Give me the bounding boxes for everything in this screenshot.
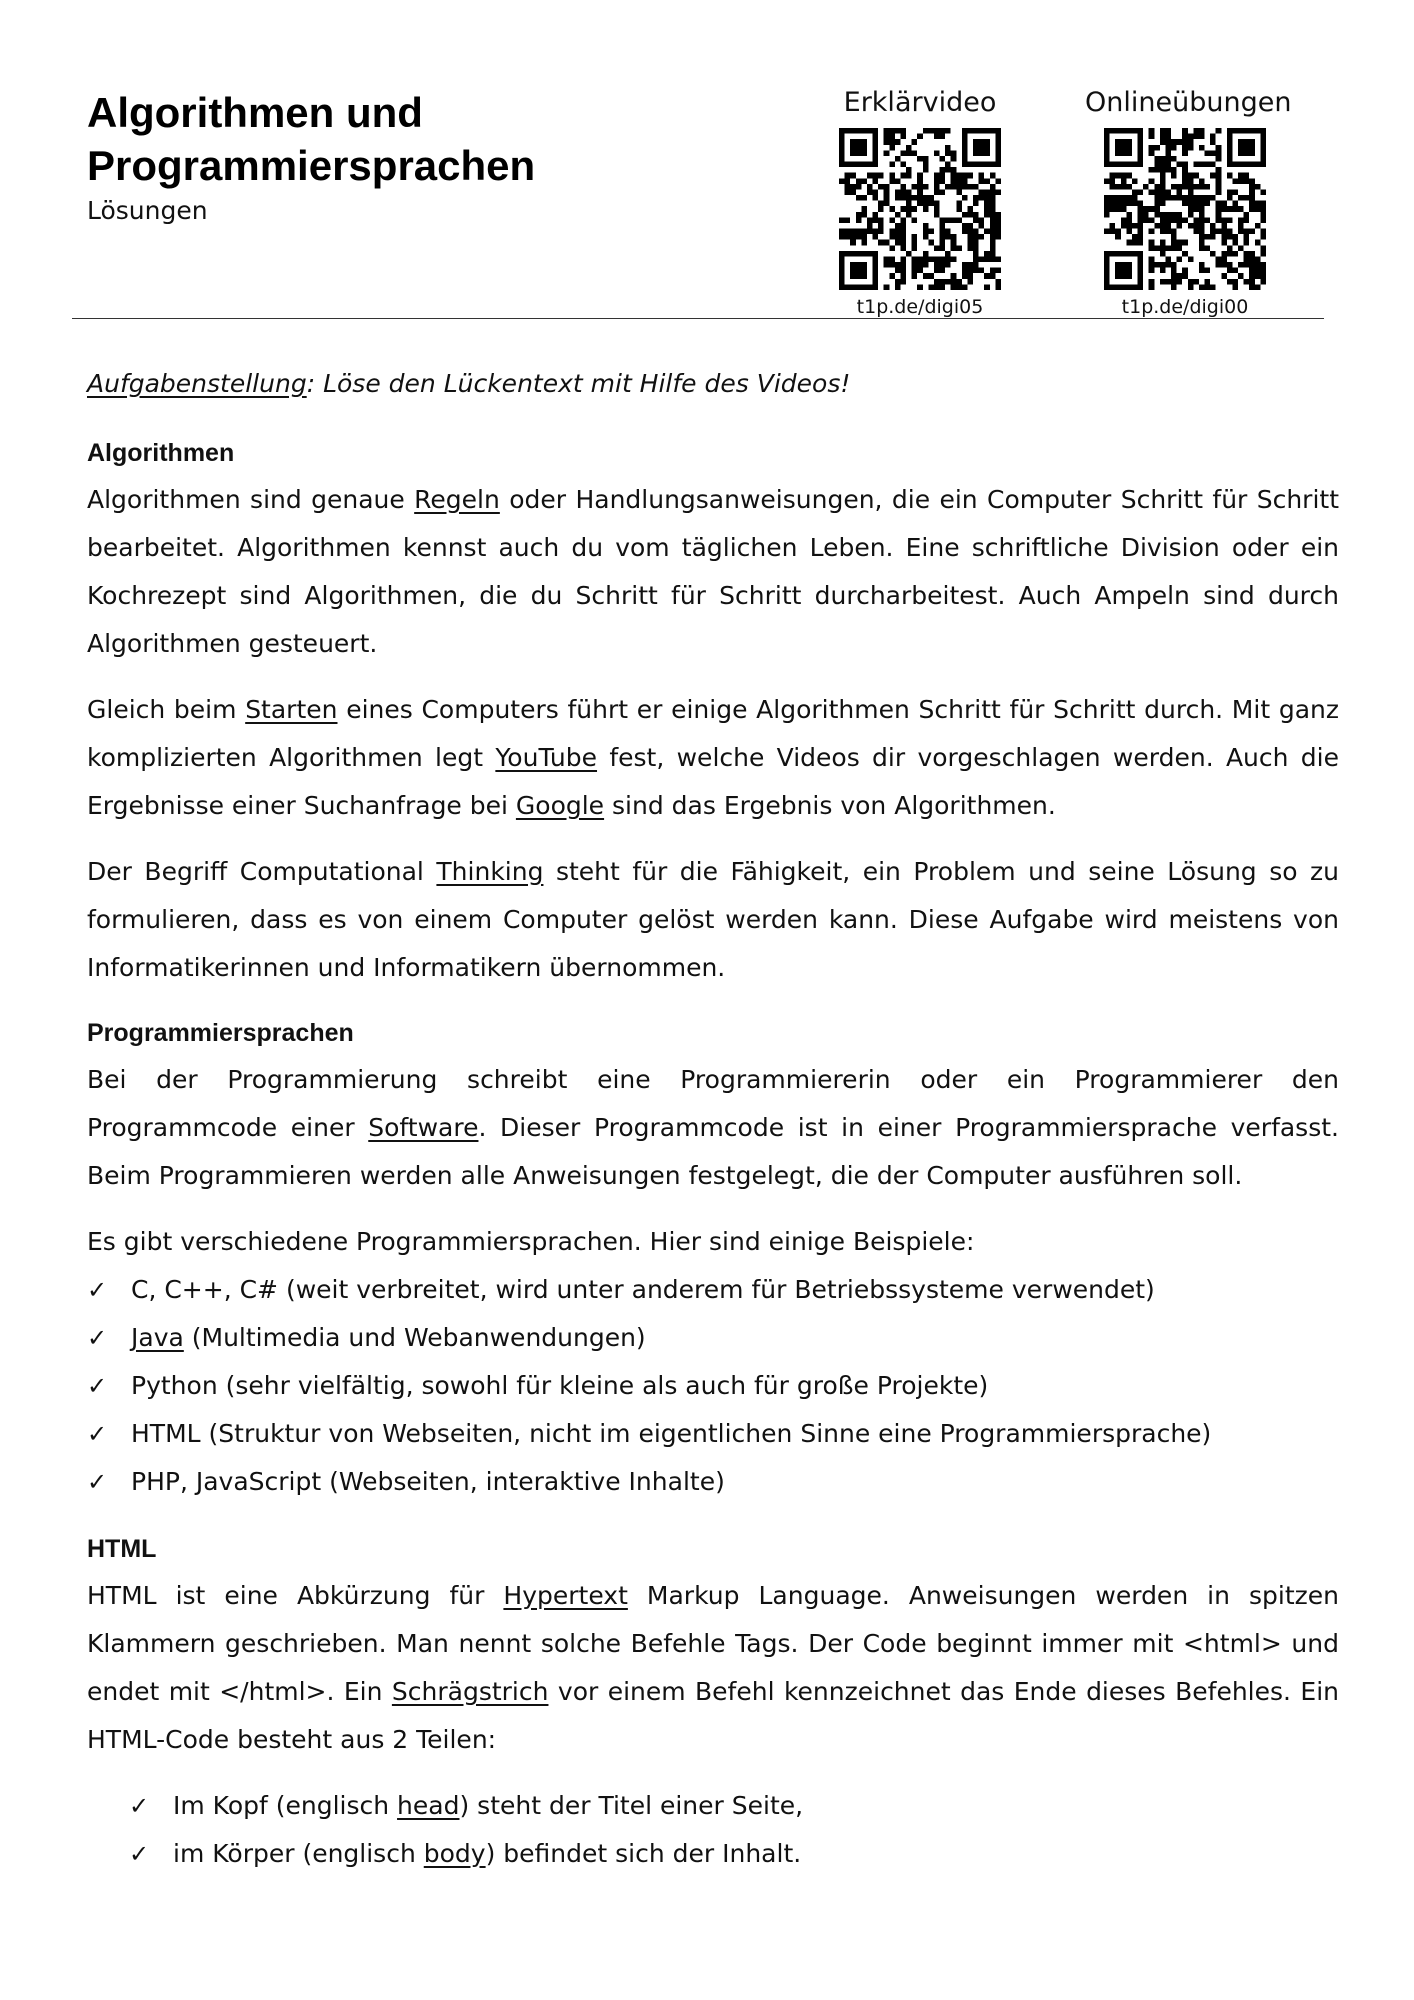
paragraph-algorithmen-3: Der Begriff Computational Thinking steht für die Fähigkeit, ein Problem und seine Lösung so zu formulieren, dass es von einem Computer gelöst werden kann. Diese Aufgabe wird meistens von Informatikerinnen und Informatikern übernommen. — [87, 857, 1339, 982]
answer-blank: Google — [515, 791, 605, 820]
answer-blank: body — [423, 1839, 486, 1868]
section-heading-algorithmen: Algorithmen — [87, 439, 235, 467]
list-item: ✓ im Körper (englisch body) befindet sich der Inhalt. — [87, 1830, 1339, 1878]
answer-blank: Software — [368, 1113, 479, 1142]
checkmark-icon: ✓ — [87, 1276, 108, 1304]
worksheet-subtitle: Lösungen — [87, 196, 208, 225]
paragraph-algorithmen-2: Gleich beim Starten eines Computers führt er einige Algorithmen Schritt für Schritt durch. Mit ganz komplizierten Algorithmen legt YouTube fest, welche Videos dir vorgeschlagen werden. Auch die Ergebnisse einer Suchanfrage bei Google sind das Ergebnis von Algorithmen. — [87, 695, 1339, 820]
list-item: ✓ Java (Multimedia und Webanwendungen) — [87, 1314, 1339, 1362]
checkmark-icon: ✓ — [87, 1372, 108, 1400]
checkmark-icon: ✓ — [87, 1324, 108, 1352]
checkmark-icon: ✓ — [87, 1420, 108, 1448]
list-item: ✓ Im Kopf (englisch head) steht der Titel einer Seite, — [87, 1782, 1339, 1830]
paragraph-algorithmen-1: Algorithmen sind genaue Regeln oder Handlungsanweisungen, die ein Computer Schritt für Schritt bearbeitet. Algorithmen kennst auch du vom täglichen Leben. Eine schriftliche Division oder ein Kochrezept sind Algorithmen, die du Schritt für Schritt durcharbeitest. Auch Ampeln sind durch Algorithmen gesteuert. — [87, 485, 1340, 658]
worksheet-header — [87, 86, 1323, 318]
worksheet-title — [87, 86, 535, 192]
answer-blank: YouTube — [495, 743, 598, 772]
html-parts-list — [87, 1782, 1339, 1878]
list-item: ✓ Python (sehr vielfältig, sowohl für kleine als auch für große Projekte) — [87, 1362, 1339, 1410]
section-heading-html: HTML — [87, 1535, 157, 1563]
answer-blank: Hypertext — [503, 1581, 628, 1610]
list-intro: Es gibt verschiedene Programmiersprachen. Hier sind einige Beispiele: — [87, 1227, 975, 1256]
paragraph-programmiersprachen-1: Bei der Programmierung schreibt eine Programmiererin oder ein Programmierer den Programmcode einer Software. Dieser Programmcode ist in einer Programmiersprache verfasst. Beim Programmieren werden alle Anweisungen festgelegt, die der Computer ausführen soll. — [87, 1065, 1339, 1190]
qr-url-onlineuebungen: t1p.de/digi00 — [1121, 296, 1249, 318]
answer-blank: Starten — [245, 695, 338, 724]
title-line-1: Algorithmen und — [87, 89, 423, 136]
task-label: Aufgabenstellung — [87, 369, 307, 398]
checkmark-icon: ✓ — [87, 1468, 108, 1496]
task-instruction — [87, 366, 1339, 402]
qr-label-erklaervideo: Erklärvideo — [843, 87, 997, 118]
qr-block-onlineuebungen — [1085, 86, 1292, 318]
list-item: ✓ PHP, JavaScript (Webseiten, interaktive Inhalte) — [87, 1458, 1339, 1506]
answer-blank: head — [397, 1791, 460, 1820]
paragraph-html-1: HTML ist eine Abkürzung für Hypertext Markup Language. Anweisungen werden in spitzen Klammern geschrieben. Man nennt solche Befehle Tags. Der Code beginnt immer mit <html> und endet mit </html>. Ein Schrägstrich vor einem Befehl kennzeichnet das Ende dieses Befehles. Ein HTML-Code besteht aus 2 Teilen: — [87, 1581, 1339, 1754]
list-item: ✓ HTML (Struktur von Webseiten, nicht im eigentlichen Sinne eine Programmiersprache) — [87, 1410, 1339, 1458]
checkmark-icon: ✓ — [129, 1840, 150, 1868]
answer-blank: Java — [131, 1323, 184, 1352]
title-line-2: Programmiersprachen — [87, 142, 536, 189]
qr-code-icon[interactable] — [1104, 128, 1266, 290]
task-text: : Löse den Lückentext mit Hilfe des Videos! — [306, 369, 851, 398]
qr-code-icon[interactable] — [839, 128, 1001, 290]
qr-block-erklaervideo — [820, 86, 1020, 318]
answer-blank: Thinking — [436, 857, 544, 886]
qr-url-erklaervideo: t1p.de/digi05 — [856, 296, 984, 318]
answer-blank: Schrägstrich — [391, 1677, 549, 1706]
header-divider — [72, 318, 1324, 319]
section-heading-programmiersprachen: Programmiersprachen — [87, 1019, 354, 1047]
answer-blank: Regeln — [414, 485, 500, 514]
checkmark-icon: ✓ — [129, 1792, 150, 1820]
language-list — [87, 1266, 1339, 1506]
list-item: ✓ C, C++, C# (weit verbreitet, wird unter anderem für Betriebssysteme verwendet) — [87, 1266, 1339, 1314]
qr-label-onlineuebungen: Onlineübungen — [1085, 87, 1292, 118]
worksheet-body — [87, 366, 1339, 1898]
